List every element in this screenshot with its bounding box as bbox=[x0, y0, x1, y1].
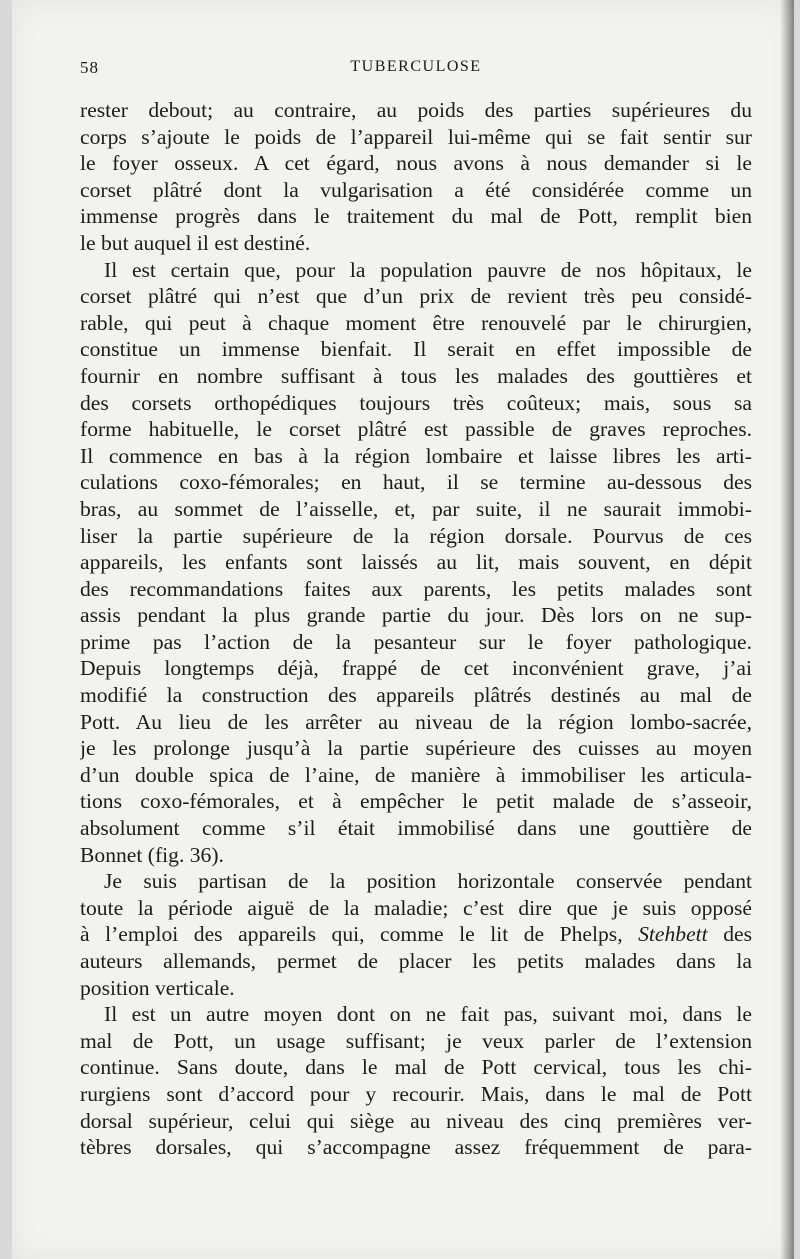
text-line: Bonnet (fig. 36). bbox=[80, 842, 224, 867]
text-line: continue. Sans doute, dans le mal de Pott cervical, tous les chi- bbox=[80, 1055, 752, 1080]
text-line: d’un double spica de l’aine, de manière à immobiliser les articula- bbox=[80, 762, 752, 787]
paragraph-3 bbox=[80, 868, 752, 1001]
text-line: je les prolonge jusqu’à la partie supérieure des cuisses au moyen bbox=[80, 736, 752, 761]
text-line: modifié la construction des appareils plâtrés destinés au mal de bbox=[80, 683, 752, 708]
text-line: fournir en nombre suffisant à tous les malades des gouttières et bbox=[80, 363, 752, 388]
text-line: rurgiens sont d’accord pour y recourir. Mais, dans le mal de Pott bbox=[80, 1081, 752, 1106]
text-line: assis pendant la plus grande partie du jour. Dès lors on ne sup- bbox=[80, 603, 752, 628]
text-line: tions coxo-fémorales, et à empêcher le petit malade de s’asseoir, bbox=[80, 789, 752, 814]
text-line: tèbres dorsales, qui s’accompagne assez fréquemment de para- bbox=[80, 1135, 752, 1160]
text-line: position verticale. bbox=[80, 975, 235, 1000]
text-line: auteurs allemands, permet de placer les petits malades dans la bbox=[80, 949, 752, 973]
text-line: corset plâtré dont la vulgarisation a été considérée comme un bbox=[80, 177, 752, 202]
text-line: Depuis longtemps déjà, frappé de cet inconvénient grave, j’ai bbox=[80, 656, 752, 681]
text-line: Pott. Au lieu de les arrêter au niveau de la région lombo-sacrée, bbox=[80, 709, 752, 734]
text-line: le but auquel il est destiné. bbox=[80, 230, 311, 255]
text-line: Il commence en bas à la région lombaire et laisse libres les arti- bbox=[80, 443, 752, 468]
text-line: toute la période aiguë de la maladie; c’est dire que je suis opposé bbox=[80, 895, 752, 920]
text-line: liser la partie supérieure de la région dorsale. Pourvus de ces bbox=[80, 523, 752, 548]
paragraph-4 bbox=[80, 1001, 752, 1161]
text-line: forme habituelle, le corset plâtré est passible de graves reproches. bbox=[80, 417, 752, 442]
text-line: culations coxo-fémorales; en haut, il se termine au-dessous des bbox=[80, 470, 752, 495]
text-line: rable, qui peut à chaque moment être renouvelé par le chirurgien, bbox=[80, 310, 752, 335]
page-number: 58 bbox=[80, 58, 99, 77]
text-line: le foyer osseux. A cet égard, nous avons à nous demander si le bbox=[80, 151, 752, 176]
text-line: appareils, les enfants sont laissés au lit, mais souvent, en dépit bbox=[80, 550, 752, 575]
text-segment: des bbox=[723, 922, 752, 947]
text-line: dorsal supérieur, celui qui siège au niveau des cinq premières ver- bbox=[80, 1108, 752, 1133]
paragraph-1 bbox=[80, 97, 752, 257]
running-head: TUBERCULOSE bbox=[350, 58, 482, 75]
text-line: Il est certain que, pour la population pauvre de nos hôpitaux, le bbox=[104, 257, 752, 282]
book-page bbox=[12, 0, 794, 1259]
page-header bbox=[80, 58, 752, 82]
text-line: bras, au sommet de l’aisselle, et, par suite, il ne saurait immobi- bbox=[80, 496, 752, 521]
text-line: corset plâtré qui n’est que d’un prix de revient très peu considé- bbox=[80, 284, 752, 309]
text-line: absolument comme s’il était immobilisé dans une gouttière de bbox=[80, 816, 752, 841]
text-line: prime pas l’action de la pesanteur sur le foyer pathologique. bbox=[80, 629, 752, 654]
text-line: constitue un immense bienfait. Il serait en effet impossible de bbox=[80, 337, 752, 362]
text-segment: à l’emploi des appareils qui, comme le lit de Phelps, bbox=[80, 922, 623, 947]
text-line: immense progrès dans le traitement du mal de Pott, remplit bien bbox=[80, 204, 752, 229]
body-text bbox=[80, 97, 752, 1161]
italic-term: Stehbett bbox=[638, 922, 708, 947]
text-line: rester debout; au contraire, au poids des parties supérieures du bbox=[80, 98, 752, 122]
text-line: mal de Pott, un usage suffisant; je veux parler de l’extension bbox=[80, 1028, 752, 1053]
text-line: des recommandations faites aux parents, les petits malades sont bbox=[80, 576, 752, 601]
text-line: Il est un autre moyen dont on ne fait pas, suivant moi, dans le bbox=[104, 1002, 752, 1027]
paragraph-2 bbox=[80, 257, 752, 869]
page-edge-shadow bbox=[780, 0, 794, 1259]
text-line: des corsets orthopédiques toujours très coûteux; mais, sous sa bbox=[80, 390, 752, 415]
text-line: corps s’ajoute le poids de l’appareil lui-même qui se fait sentir sur bbox=[80, 124, 752, 149]
text-line: Je suis partisan de la position horizontale conservée pendant bbox=[104, 869, 752, 894]
text-line-with-italic bbox=[80, 921, 752, 948]
